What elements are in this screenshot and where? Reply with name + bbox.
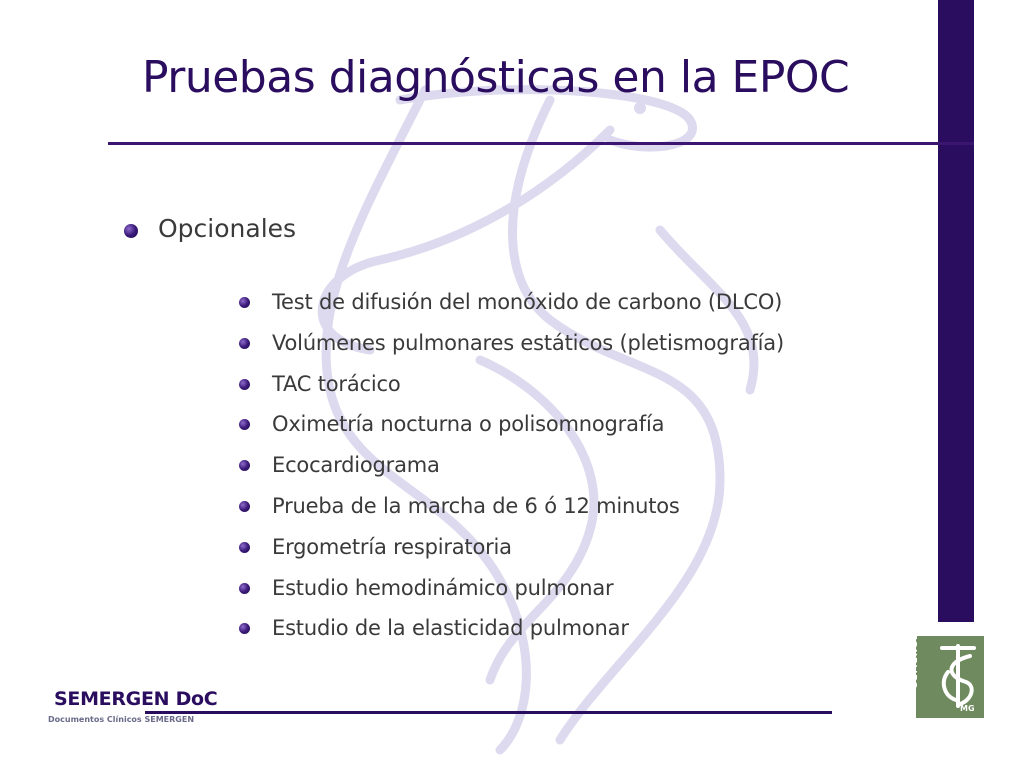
sub-bullet-item bbox=[236, 570, 896, 611]
bullet-icon bbox=[239, 338, 250, 349]
main-bullet-label: Opcionales bbox=[158, 214, 297, 243]
sub-bullet-label: Prueba de la marcha de 6 ó 12 minutos bbox=[272, 493, 680, 518]
sub-bullet-label: Ecocardiograma bbox=[272, 453, 440, 478]
sub-bullet-item bbox=[236, 406, 896, 447]
sub-bullet-label: Ergometría respiratoria bbox=[272, 534, 512, 559]
bullet-icon bbox=[239, 379, 250, 390]
caduceus-logo-icon bbox=[936, 642, 980, 712]
sub-bullet-item bbox=[236, 325, 896, 366]
bullet-icon bbox=[239, 419, 250, 430]
bullet-icon bbox=[239, 623, 250, 634]
brand-name: SEMERGEN DoC bbox=[54, 688, 218, 710]
title-divider bbox=[108, 142, 974, 145]
bullet-icon bbox=[239, 297, 250, 308]
logo-text: SEMERGEN bbox=[910, 624, 920, 688]
side-accent-bar bbox=[938, 0, 974, 622]
sub-bullet-item bbox=[236, 366, 896, 407]
sub-bullet-label: Volúmenes pulmonares estáticos (pletismografía) bbox=[272, 330, 784, 355]
bullet-icon bbox=[239, 583, 250, 594]
semergen-logo-icon bbox=[910, 624, 984, 718]
sub-bullet-list bbox=[236, 284, 896, 651]
slide-title: Pruebas diagnósticas en la EPOC bbox=[142, 52, 850, 103]
sub-bullet-label: Estudio hemodinámico pulmonar bbox=[272, 575, 614, 600]
sub-bullet-label: Test de difusión del monóxido de carbono (DLCO) bbox=[272, 290, 783, 314]
sub-bullet-item bbox=[236, 529, 896, 570]
sub-bullet-label: TAC torácico bbox=[272, 371, 401, 396]
sub-bullet-item bbox=[236, 610, 896, 651]
bullet-icon bbox=[239, 460, 250, 471]
brand-subtitle: Documentos Clínicos SEMERGEN bbox=[48, 715, 195, 724]
footer-divider bbox=[145, 711, 832, 714]
bullet-icon bbox=[239, 501, 250, 512]
sub-bullet-label: Estudio de la elasticidad pulmonar bbox=[272, 616, 629, 641]
logo-badge: MG bbox=[960, 704, 975, 713]
bullet-icon bbox=[124, 224, 138, 238]
sub-bullet-item bbox=[236, 447, 896, 488]
bullet-icon bbox=[239, 542, 250, 553]
sub-bullet-item bbox=[236, 488, 896, 529]
sub-bullet-label: Oximetría nocturna o polisomnografía bbox=[272, 412, 665, 437]
sub-bullet-item bbox=[236, 284, 896, 325]
